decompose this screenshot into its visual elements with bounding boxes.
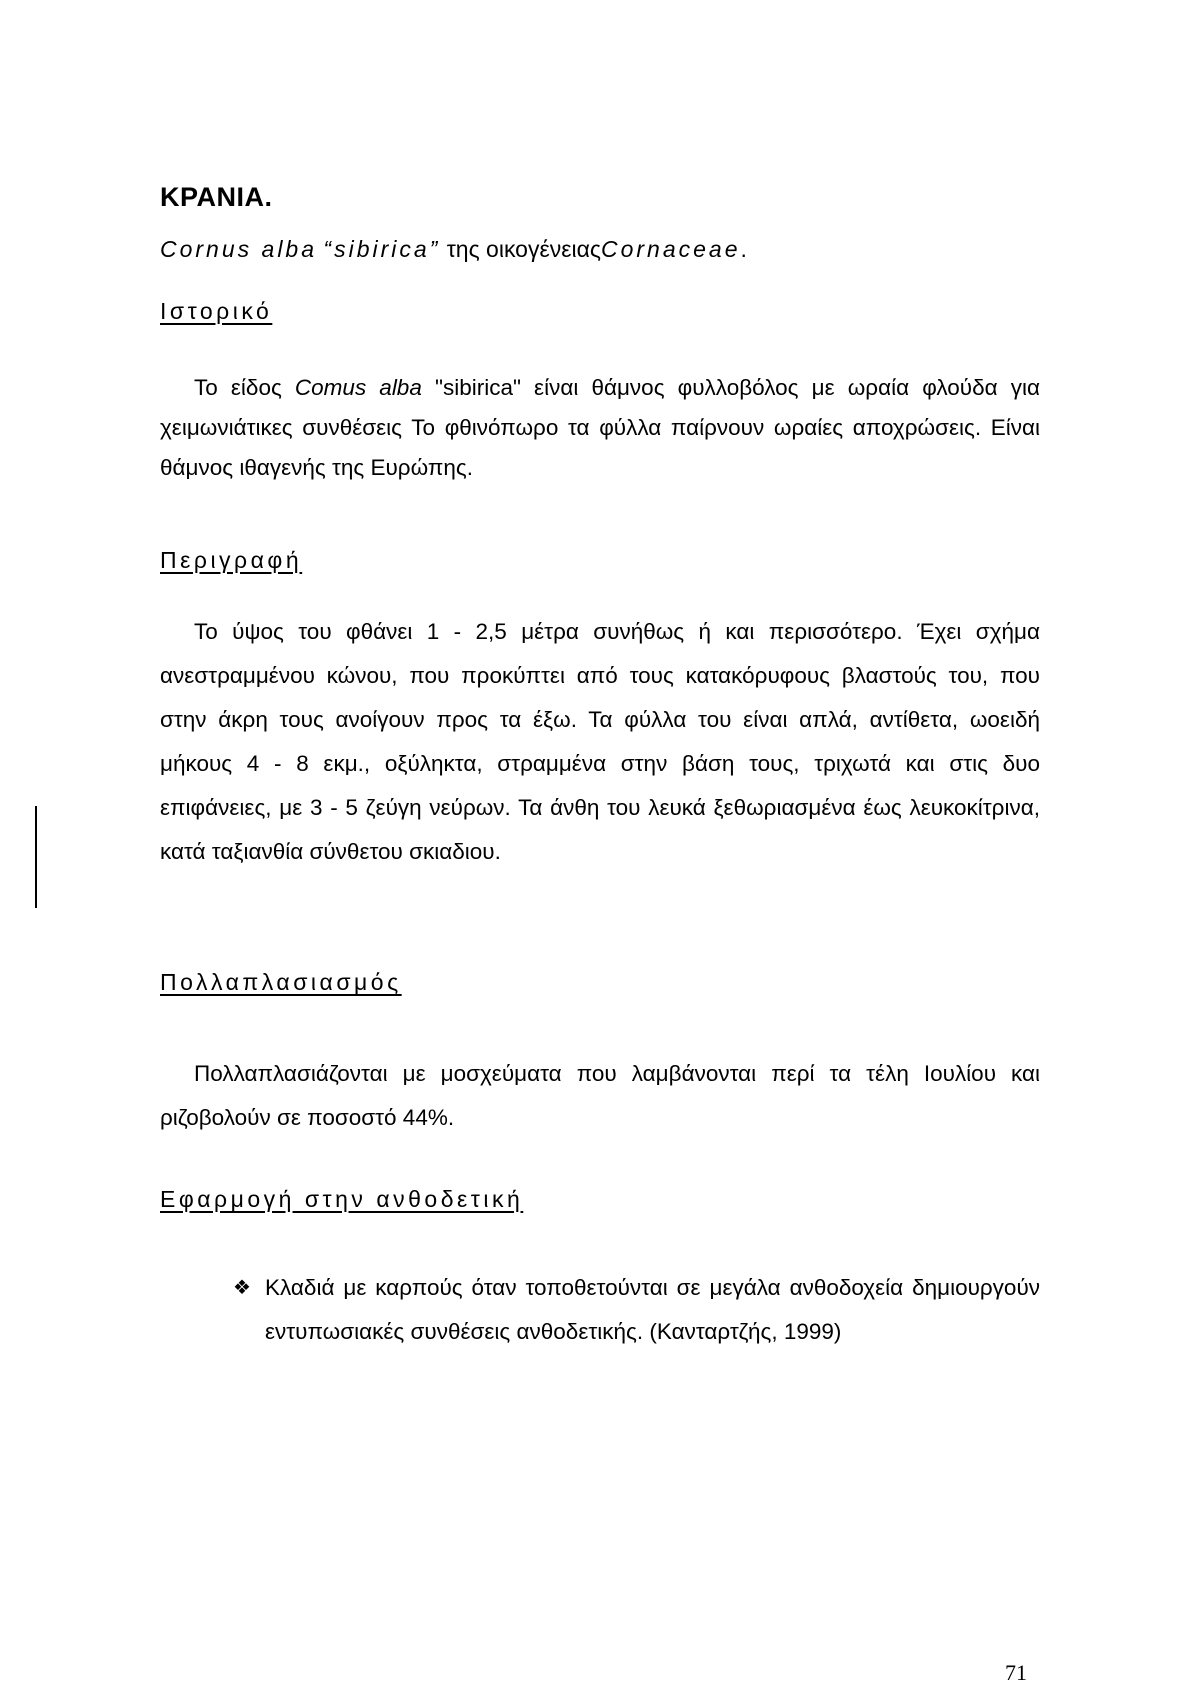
history-paragraph bbox=[160, 368, 1040, 488]
diamond-bullet-icon: ❖ bbox=[233, 1277, 251, 1299]
cultivar-name: “sibirica” bbox=[323, 236, 441, 262]
floristry-bullet-text: Κλαδιά με καρπούς όταν τοποθετούνται σε μεγάλα ανθοδοχεία δημιουργούν εντυπωσιακές συνθέσεις ανθοδετικής. (Κανταρτζής, 1999) bbox=[265, 1275, 1040, 1344]
history-text-before: Το είδος bbox=[194, 375, 295, 400]
propagation-paragraph bbox=[160, 1052, 1040, 1140]
floristry-heading: Εφαρμογή στην ανθοδετική bbox=[160, 1186, 524, 1212]
description-heading: Περιγραφή bbox=[160, 547, 303, 573]
floristry-bullet-item bbox=[233, 1266, 1040, 1354]
margin-line bbox=[35, 806, 37, 908]
history-species-italic: Comus alba bbox=[294, 375, 422, 400]
page-number: 71 bbox=[1005, 1660, 1027, 1685]
description-paragraph bbox=[160, 610, 1040, 874]
history-text-after: "sibirica" είναι θάμνος φυλλοβόλος με ωραία φλούδα για χειμωνιάτικες συνθέσεις Το φθινόπωρο τα φύλλα παίρνουν ωραίες αποχρώσεις. Είναι θάμνος ιθαγενής της Ευρώπης. bbox=[160, 375, 1040, 480]
subtitle-end: . bbox=[740, 236, 747, 262]
propagation-text: Πολλαπλασιάζονται με μοσχεύματα που λαμβάνονται περί τα τέλη Ιουλίου και ριζοβολούν σε ποσοστό 44%. bbox=[160, 1061, 1040, 1130]
history-heading: Ιστορικό bbox=[160, 298, 273, 324]
page-title: ΚΡΑΝΙΑ. bbox=[160, 182, 273, 212]
family-name: Cornaceae bbox=[600, 236, 741, 262]
species-subtitle bbox=[160, 236, 747, 263]
species-name: Cornus alba bbox=[160, 236, 318, 262]
family-label: της οικογένειας bbox=[446, 236, 601, 262]
propagation-heading: Πολλαπλασιασμός bbox=[160, 969, 402, 995]
description-text: Το ύψος του φθάνει 1 - 2,5 μέτρα συνήθως ή και περισσότερο. Έχει σχήμα ανεστραμμένου κώνου, που προκύπτει από τους κατακόρυφους βλαστούς του, που στην άκρη τους ανοίγουν προς τα έξω. Τα φύλλα του είναι απλά, αντίθετα, ωοειδή μήκους 4 - 8 εκμ., οξύληκτα, στραμμένα στην βάση τους, τριχωτά και στις δυο επιφάνειες, με 3 - 5 ζεύγη νεύρων. Τα άνθη του λευκά ξεθωριασμένα έως λευκοκίτρινα, κατά ταξιανθία σύνθετου σκιαδιου. bbox=[160, 619, 1040, 864]
